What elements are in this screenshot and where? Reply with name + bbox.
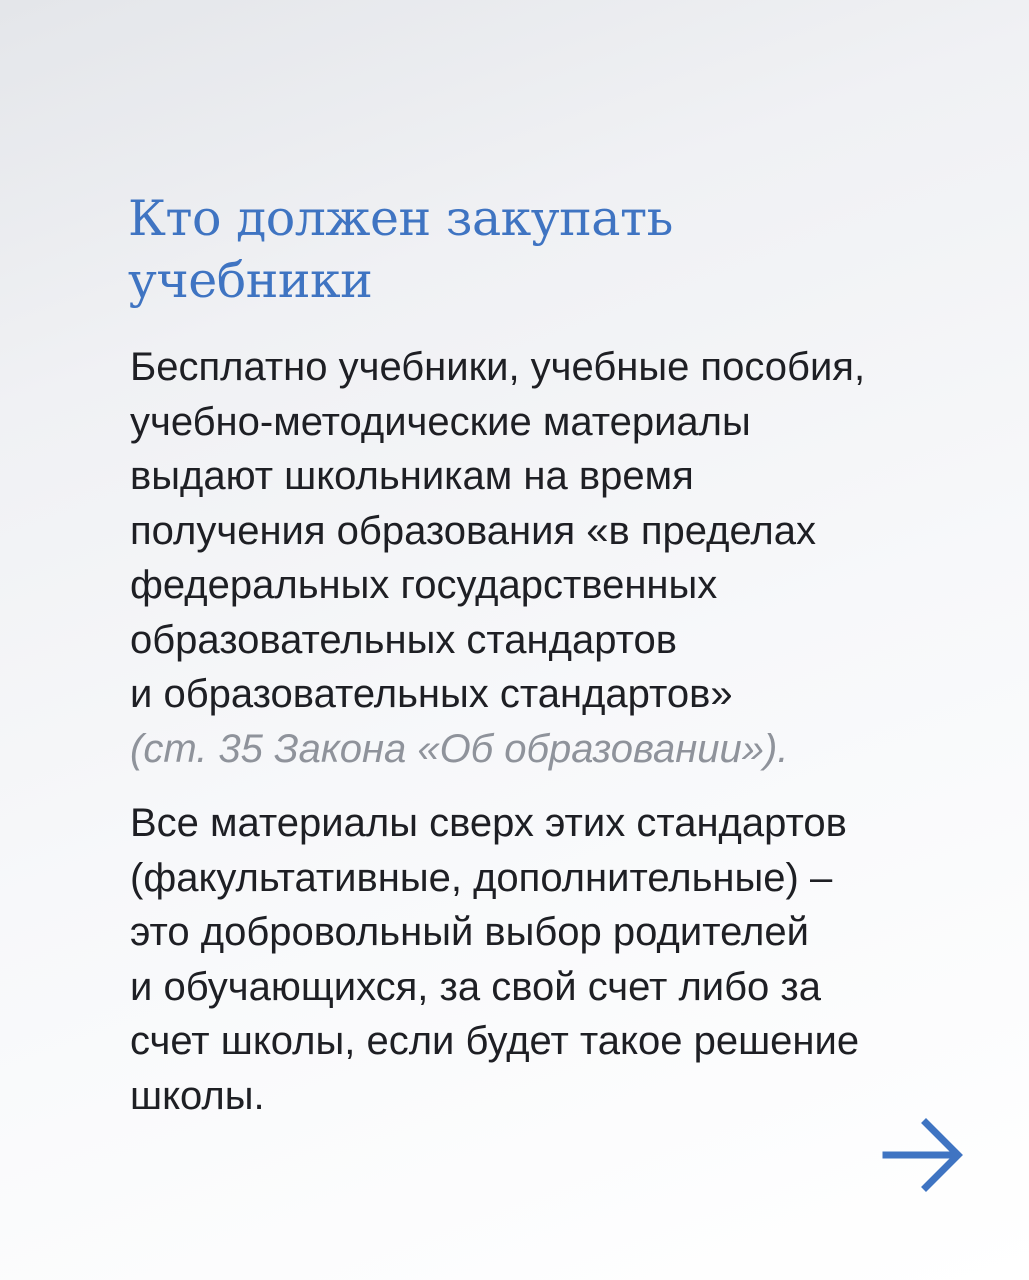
text-line: школы. (130, 1073, 265, 1118)
text-line: и обучающихся, за свой счет либо за (130, 964, 821, 1009)
paragraph-law (130, 340, 970, 776)
title-line: Кто должен закупать (128, 190, 673, 247)
arrow-right-icon[interactable] (882, 1118, 966, 1192)
paragraph-extra-materials (130, 796, 970, 1123)
law-citation: (ст. 35 Закона «Об образовании»). (130, 726, 789, 771)
text-line: получения образования «в пределах (130, 508, 816, 553)
text-line: счет школы, если будет такое решение (130, 1019, 860, 1063)
text-line: и образовательных стандартов» (130, 672, 733, 716)
slide-title (128, 188, 948, 312)
text-line: Бесплатно учебники, учебные пособия, (130, 345, 866, 389)
text-line: Все материалы сверх этих стандартов (130, 801, 847, 845)
text-line: (факультативные, дополнительные) – (130, 855, 833, 900)
title-line: учебники (128, 252, 373, 309)
text-line: образовательных стандартов (130, 617, 677, 662)
text-line: это добровольный выбор родителей (130, 910, 809, 954)
text-line: учебно-методические материалы (130, 399, 751, 444)
text-line: федеральных государственных (130, 563, 718, 607)
text-line: выдают школьникам на время (130, 454, 694, 498)
